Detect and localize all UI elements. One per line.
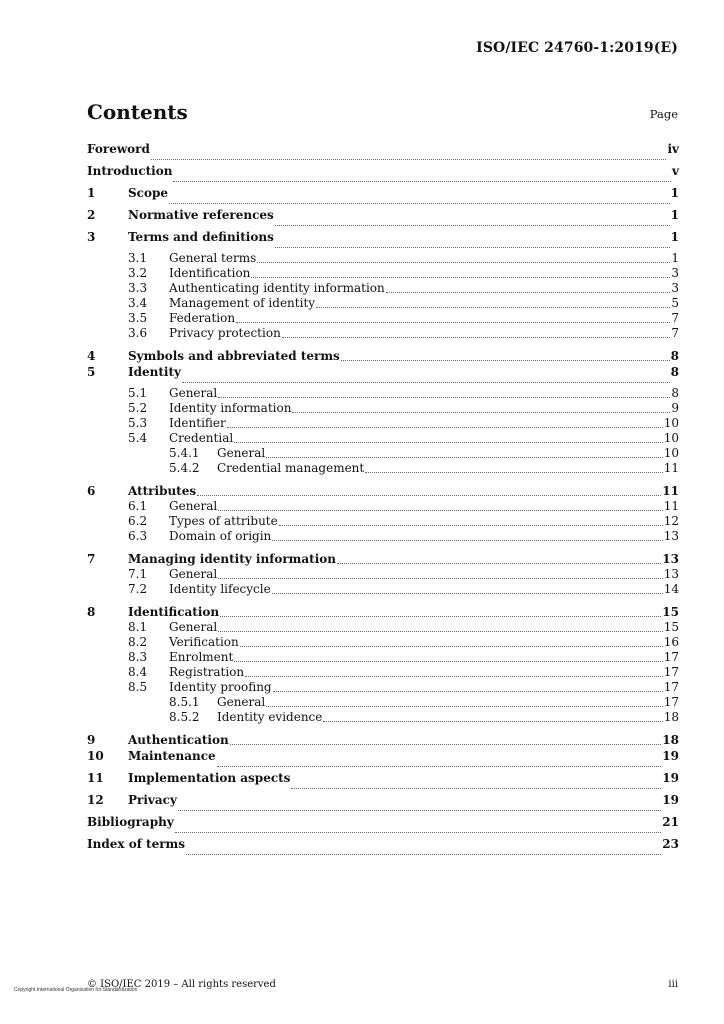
toc-entry[interactable]	[87, 695, 679, 710]
dot-leader	[245, 676, 663, 677]
dot-leader	[173, 181, 671, 182]
toc-entry-number: 5.1	[128, 386, 148, 400]
toc-entry-number: 5.2	[128, 401, 148, 415]
dot-leader	[240, 646, 663, 647]
toc-entry-page: 5	[671, 296, 679, 310]
dot-leader	[186, 854, 661, 855]
toc-entry-title[interactable]: General	[169, 386, 218, 400]
toc-entry-title[interactable]: Enrolment	[169, 650, 234, 664]
toc-entry[interactable]	[87, 665, 679, 680]
toc-entry[interactable]	[87, 620, 679, 635]
toc-entry-page: 23	[662, 837, 679, 851]
dot-leader	[266, 457, 662, 458]
toc-entry-title[interactable]: Managing identity information	[128, 552, 336, 566]
toc-entry[interactable]	[87, 483, 679, 499]
toc-entry-title[interactable]: Terms and definitions	[128, 230, 274, 244]
toc-entry[interactable]	[87, 163, 679, 185]
toc-entry-page: iv	[667, 142, 679, 156]
footer-page-number: iii	[668, 979, 678, 990]
dot-leader	[218, 510, 662, 511]
toc-entry[interactable]	[87, 185, 679, 207]
toc-entry[interactable]	[87, 551, 679, 567]
dot-leader	[169, 203, 670, 204]
toc-entry-page: 8	[670, 365, 679, 379]
footer-copyright: © ISO/IEC 2019 – All rights reserved	[87, 979, 276, 990]
dot-leader	[341, 360, 670, 361]
toc-entry-title[interactable]: Maintenance	[128, 749, 216, 763]
toc-entry-number: 8.1	[128, 620, 148, 634]
toc-entry-title[interactable]: Identification	[128, 605, 220, 619]
toc-entry[interactable]	[87, 732, 679, 748]
toc-entry[interactable]	[87, 311, 679, 326]
toc-entry-title[interactable]: Identity information	[169, 401, 292, 415]
dot-leader	[365, 472, 662, 473]
toc-entry-page: 12	[663, 514, 679, 528]
toc-entry-number: 5.4.2	[169, 461, 200, 475]
toc-entry[interactable]	[87, 266, 679, 281]
toc-entry-page: 10	[663, 431, 679, 445]
toc-entry[interactable]	[87, 514, 679, 529]
dot-leader	[234, 661, 662, 662]
toc-entry[interactable]	[87, 416, 679, 431]
toc-entry-title[interactable]: Index of terms	[87, 837, 185, 851]
toc-entry-number: 5	[87, 365, 96, 379]
dot-leader	[175, 832, 662, 833]
table-of-contents	[87, 141, 679, 858]
toc-entry[interactable]	[87, 635, 679, 650]
toc-entry-number: 4	[87, 349, 96, 363]
dot-leader	[178, 810, 661, 811]
toc-entry[interactable]	[87, 650, 679, 665]
toc-entry-title[interactable]: Registration	[169, 665, 245, 679]
toc-entry[interactable]	[87, 401, 679, 416]
toc-entry-page: 11	[662, 484, 679, 498]
dot-leader	[234, 442, 663, 443]
toc-entry-page: 7	[671, 311, 679, 325]
toc-entry[interactable]	[87, 567, 679, 582]
dot-leader	[386, 292, 671, 293]
toc-entry-page: 1	[670, 186, 679, 200]
toc-entry-number: 7.2	[128, 582, 148, 596]
dot-leader	[272, 593, 663, 594]
document-id-header: ISO/IEC 24760-1:2019(E)	[476, 40, 678, 56]
toc-entry[interactable]	[87, 281, 679, 296]
toc-entry-number: 3.3	[128, 281, 148, 295]
toc-entry-page: 3	[671, 266, 679, 280]
toc-entry[interactable]	[87, 499, 679, 514]
toc-entry-number: 6.3	[128, 529, 148, 543]
toc-entry-number: 8.2	[128, 635, 148, 649]
toc-entry-page: 18	[662, 733, 679, 747]
toc-entry[interactable]	[87, 141, 679, 163]
toc-entry-page: 7	[671, 326, 679, 340]
dot-leader	[230, 744, 662, 745]
dot-leader	[291, 788, 661, 789]
toc-entry-number: 12	[87, 793, 104, 807]
toc-entry-number: 3.5	[128, 311, 148, 325]
toc-entry[interactable]	[87, 461, 679, 476]
toc-entry-title[interactable]: Identity evidence	[217, 710, 323, 724]
toc-entry[interactable]	[87, 207, 679, 229]
toc-entry-number: 5.3	[128, 416, 148, 430]
toc-entry-page: 13	[662, 552, 679, 566]
toc-entry[interactable]	[87, 529, 679, 544]
toc-entry-page: 19	[662, 793, 679, 807]
toc-entry[interactable]	[87, 296, 679, 311]
toc-entry-page: 11	[663, 461, 679, 475]
toc-entry-page: 19	[662, 771, 679, 785]
dot-leader	[292, 412, 670, 413]
toc-entry[interactable]	[87, 431, 679, 446]
toc-entry-number: 3.6	[128, 326, 148, 340]
toc-entry[interactable]	[87, 770, 679, 792]
toc-entry-title[interactable]: Management of identity	[169, 296, 316, 310]
toc-entry[interactable]	[87, 680, 679, 695]
toc-entry-title[interactable]: Identifier	[169, 416, 226, 430]
toc-entry-title[interactable]: General	[217, 695, 266, 709]
toc-entry-number: 5.4.1	[169, 446, 200, 460]
toc-entry-page: v	[672, 164, 679, 178]
dot-leader	[236, 322, 670, 323]
dot-leader	[275, 225, 670, 226]
dot-leader	[257, 262, 670, 263]
dot-leader	[337, 563, 661, 564]
dot-leader	[266, 706, 662, 707]
page-title: Contents	[87, 100, 188, 124]
toc-entry-title[interactable]: Identity lifecycle	[169, 582, 271, 596]
toc-entry[interactable]	[87, 748, 679, 770]
toc-entry-title[interactable]: Scope	[128, 186, 169, 200]
toc-entry-number: 3.2	[128, 266, 148, 280]
toc-entry-title[interactable]: Introduction	[87, 164, 173, 178]
toc-entry[interactable]	[87, 710, 679, 725]
dot-leader	[227, 427, 663, 428]
toc-entry-number: 2	[87, 208, 96, 222]
toc-entry-title[interactable]: General terms	[169, 251, 257, 265]
toc-entry-title[interactable]: Authentication	[128, 733, 229, 747]
toc-entry-title[interactable]: Identity	[128, 365, 181, 379]
toc-entry-page: 13	[663, 567, 679, 581]
toc-entry-number: 8.5.1	[169, 695, 200, 709]
toc-entry-title[interactable]: Authenticating identity information	[169, 281, 385, 295]
dot-leader	[218, 397, 670, 398]
toc-entry-page: 17	[663, 680, 679, 694]
toc-entry-number: 9	[87, 733, 96, 747]
toc-entry-title[interactable]: Credential management	[217, 461, 365, 475]
dot-leader	[220, 616, 661, 617]
toc-entry-title[interactable]: Identity proofing	[169, 680, 272, 694]
toc-entry[interactable]	[87, 348, 679, 364]
toc-entry-title[interactable]: Symbols and abbreviated terms	[128, 349, 340, 363]
toc-entry[interactable]	[87, 814, 679, 836]
toc-entry-page: 19	[662, 749, 679, 763]
toc-entry-page: 11	[663, 499, 679, 513]
toc-entry-title[interactable]: Identification	[169, 266, 251, 280]
toc-entry-title[interactable]: General	[169, 499, 218, 513]
toc-entry-title[interactable]: General	[217, 446, 266, 460]
toc-entry-page: 17	[663, 665, 679, 679]
toc-entry[interactable]	[87, 792, 679, 814]
toc-entry-number: 8.3	[128, 650, 148, 664]
toc-entry-number: 10	[87, 749, 104, 763]
toc-entry-page: 8	[670, 349, 679, 363]
toc-entry-page: 8	[671, 386, 679, 400]
toc-entry-number: 8	[87, 605, 96, 619]
toc-entry[interactable]	[87, 386, 679, 401]
toc-entry-number: 6.1	[128, 499, 148, 513]
toc-entry-title[interactable]: Verification	[169, 635, 239, 649]
dot-leader	[323, 721, 662, 722]
dot-leader	[151, 159, 667, 160]
dot-leader	[182, 382, 670, 383]
toc-entry-title[interactable]: Credential	[169, 431, 234, 445]
toc-entry-number: 6	[87, 484, 96, 498]
toc-entry-title[interactable]: Bibliography	[87, 815, 174, 829]
dot-leader	[316, 307, 670, 308]
toc-entry-page: 10	[663, 416, 679, 430]
toc-entry-page: 17	[663, 650, 679, 664]
toc-entry-number: 6.2	[128, 514, 148, 528]
toc-entry-page: 1	[671, 251, 679, 265]
toc-entry-number: 8.4	[128, 665, 148, 679]
dot-leader	[273, 691, 663, 692]
toc-entry-title[interactable]: Domain of origin	[169, 529, 272, 543]
toc-entry[interactable]	[87, 446, 679, 461]
toc-entry[interactable]	[87, 364, 679, 386]
toc-entry-number: 1	[87, 186, 96, 200]
toc-entry-number: 8.5.2	[169, 710, 200, 724]
dot-leader	[197, 495, 661, 496]
toc-entry-page: 1	[670, 208, 679, 222]
toc-entry-title[interactable]: General	[169, 567, 218, 581]
toc-entry-number: 7.1	[128, 567, 148, 581]
dot-leader	[218, 631, 662, 632]
toc-entry-page: 3	[671, 281, 679, 295]
toc-entry-number: 11	[87, 771, 104, 785]
toc-entry[interactable]	[87, 326, 679, 341]
dot-leader	[218, 578, 662, 579]
toc-entry-page: 21	[662, 815, 679, 829]
toc-entry-page: 1	[670, 230, 679, 244]
toc-entry-page: 9	[671, 401, 679, 415]
dot-leader	[275, 247, 670, 248]
toc-entry-title[interactable]: Privacy protection	[169, 326, 281, 340]
toc-entry-page: 13	[663, 529, 679, 543]
toc-entry-title[interactable]: Foreword	[87, 142, 150, 156]
page-column-label: Page	[649, 107, 678, 121]
copyright-watermark: Copyright International Organization for Standardization	[14, 987, 138, 993]
toc-entry-page: 10	[663, 446, 679, 460]
toc-entry-title[interactable]: Types of attribute	[169, 514, 278, 528]
toc-entry-page: 14	[663, 582, 679, 596]
dot-leader	[272, 540, 662, 541]
toc-entry-page: 15	[663, 620, 679, 634]
toc-entry-page: 16	[663, 635, 679, 649]
dot-leader	[282, 337, 671, 338]
toc-entry-title[interactable]: Federation	[169, 311, 236, 325]
toc-entry-number: 5.4	[128, 431, 148, 445]
toc-entry-title[interactable]: Attributes	[128, 484, 197, 498]
toc-entry-title[interactable]: Privacy	[128, 793, 177, 807]
toc-entry-title[interactable]: General	[169, 620, 218, 634]
dot-leader	[251, 277, 670, 278]
toc-entry-page: 17	[663, 695, 679, 709]
dot-leader	[217, 766, 662, 767]
toc-entry[interactable]	[87, 251, 679, 266]
toc-entry-number: 3.4	[128, 296, 148, 310]
toc-entry-title[interactable]: Implementation aspects	[128, 771, 291, 785]
toc-entry-title[interactable]: Normative references	[128, 208, 274, 222]
toc-entry[interactable]	[87, 229, 679, 251]
toc-entry-number: 3	[87, 230, 96, 244]
toc-entry-number: 7	[87, 552, 96, 566]
toc-entry[interactable]	[87, 604, 679, 620]
dot-leader	[279, 525, 663, 526]
toc-entry[interactable]	[87, 836, 679, 858]
toc-entry[interactable]	[87, 582, 679, 597]
toc-entry-page: 18	[663, 710, 679, 724]
toc-entry-number: 3.1	[128, 251, 148, 265]
toc-entry-page: 15	[662, 605, 679, 619]
toc-entry-number: 8.5	[128, 680, 148, 694]
